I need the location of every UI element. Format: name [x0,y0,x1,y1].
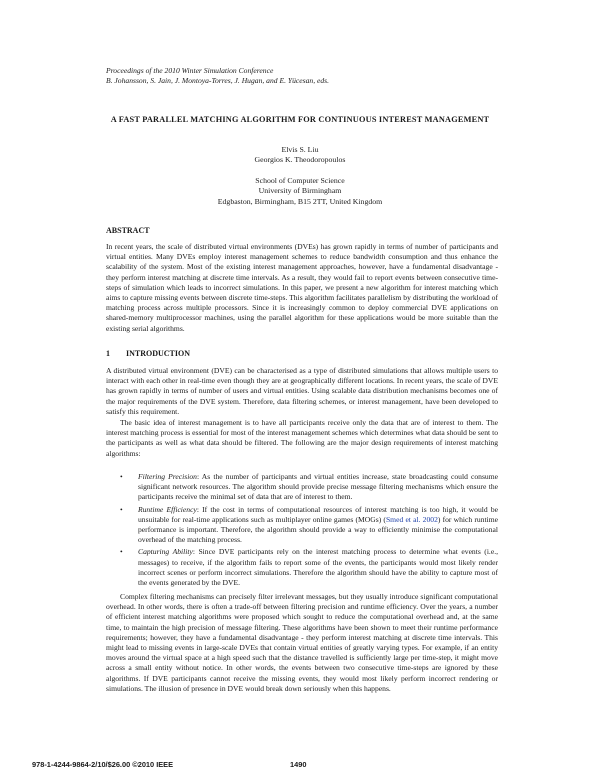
intro-paragraph-3: Complex filtering mechanisms can precisely filter irrelevant messages, but they usually introduce significant computational overhead. In other words, there is often a trade-off between filtering precision and runtime efficiency. Over the years, a number of efficient interest matching algorithms were proposed which sought to reduce the computational overhead and, at the same time, to maintain the high precision of message filtering. These algorithms have been shown to meet their runtime performance requirements; however, they have a fundamental disadvantage - they perform interest matching at discrete time intervals. This might lead to missing events in large-scale DVEs that contain virtual entities of greatly varying types. For example, if an entity moves around the virtual space at a high speed such that the distance travelled is sufficiently large per time-step, it might move across a small entity without notice. In other words, the events between two consecutive time-steps are ignored by these algorithms. If DVE participants cannot receive the missing events, they would most likely perform incorrect rendering or simulations. The illusion of presence in DVE would break down seriously when this happens. [106,592,498,693]
list-item-text: : If the cost in terms of computational resources of interest matching is too high, it would be unsuitable for real-time applications such as multiplayer online games (MOGs) ( [138,504,498,524]
proceedings-title: Proceedings of the 2010 Winter Simulation Conference [106,66,274,75]
abstract-text: In recent years, the scale of distributed virtual environments (DVEs) has grown rapidly in terms of number of participants and virtual entities. Many DVEs employ interest management schemes to reduce bandwidth consumption and thus enhance the scalability of the system. Most of the existing interest management approaches, however, have a fundamental disadvantage - they perform interest matching at discrete time intervals. As a result, they would fail to report events between consecutive time-steps of simulation which leads to incorrect simulations. In this paper, we present a new algorithm for interest matching which aims to capture missing events between discrete time-steps. This algorithm facilitates parallelism by distributing the workload of matching process across multiple processors. Since it is increasingly common to deploy commercial DVE applications on shared-memory multiprocessor machines, using the parallel algorithm for these applications would be more suitable than the existing serial algorithms. [106,242,498,333]
affiliation-line: Edgbaston, Birmingham, B15 2TT, United Kingdom [217,196,383,206]
proceedings-header [106,66,329,86]
proceedings-editors: B. Johansson, S. Jain, J. Montoya-Torres, J. Hugan, and E. Yücesan, eds. [106,76,330,85]
section-heading-introduction: 1 INTRODUCTION [106,349,191,358]
list-item-text: : As the number of participants and virtual entities increase, state broadcasting could consume significant network resources. The algorithm should provide precise message filtering mechanisms which ensure the participants receive the minimal set of data that are of interest to them. [138,472,499,502]
list-item-term: Capturing Ability [138,547,193,557]
list-item [106,505,498,546]
list-item [106,472,498,503]
affiliation [0,176,600,207]
list-item [106,547,498,588]
author-name: Georgios K. Theodoropoulos [254,155,346,165]
list-item-term: Filtering Precision [138,472,197,481]
author-name: Elvis S. Liu [281,145,319,154]
list-item-term: Runtime Efficiency [138,504,197,514]
list-item-text: : Since DVE participants rely on the interest matching process to determine what events (i.e., messages) to receive, if the algorithm fails to report some of the events, the participants would most likely render incorrect scenes or perform incorrect simulations. Therefore the algorithm should have the ability to capture most of the events generated by the DVE. [138,547,498,588]
footer-isbn: 978-1-4244-9864-2/10/$26.00 ©2010 IEEE [32,760,174,769]
citation-link[interactable]: Smed et al. 2002 [385,514,438,524]
page-number: 1490 [290,760,307,769]
affiliation-line: University of Birmingham [258,186,342,196]
list-item-text-after: ) for which runtime performance is important. Therefore, the algorithm should provide a way to efficiently minimise the computational overhead of the matching process. [138,514,499,545]
author-list [0,145,600,166]
requirements-list [106,472,498,590]
abstract-heading: ABSTRACT [106,226,150,235]
intro-paragraph-1: A distributed virtual environment (DVE) can be characterised as a type of distributed simulations that allows multiple users to interact with each other in real-time even though they are at geographically different locations. In recent years, the scale of DVE has grown rapidly in terms of number of users and virtual entities. Using scalable data distribution mechanisms becomes one of the major requirements of the DVE system. Therefore, data filtering schemes, or interest management, have been developed to satisfy this requirement. [106,366,498,416]
bullet-icon: • [120,504,123,514]
intro-paragraph-2: The basic idea of interest management is to have all participants receive only the data that are of interest to them. The interest matching process is essential for most of the interest management schemes which determines what data should be sent to the participants as well as what data should be filtered. The following are the major design requirements of interest matching algorithms: [106,418,498,458]
paper-title: A FAST PARALLEL MATCHING ALGORITHM FOR CONTINUOUS INTEREST MANAGEMENT [110,115,490,124]
affiliation-line: School of Computer Science [255,176,345,185]
bullet-icon: • [120,547,123,557]
bullet-icon: • [120,472,123,481]
